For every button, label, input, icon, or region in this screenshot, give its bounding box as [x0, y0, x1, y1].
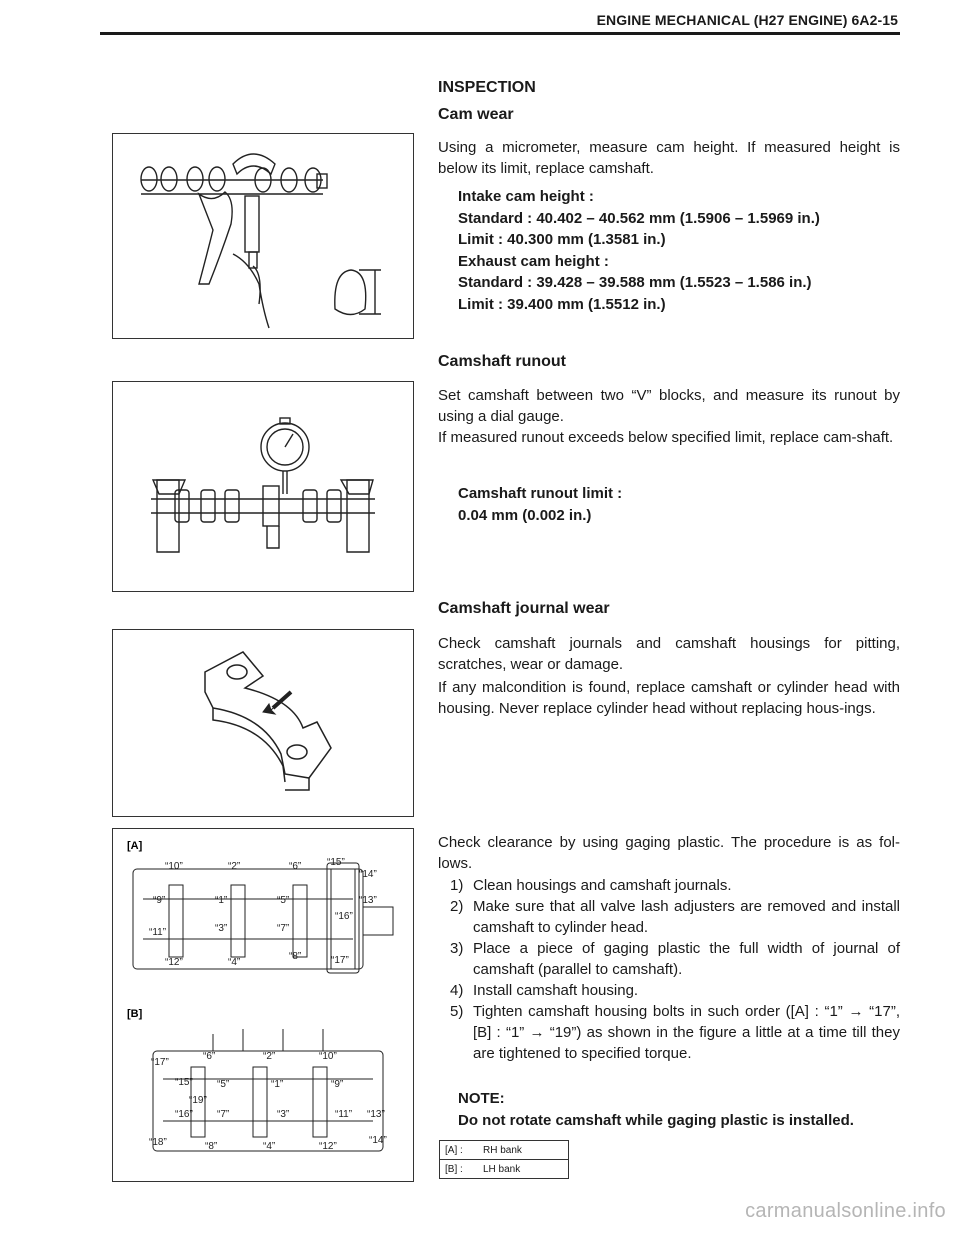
bolt-number-label: “13”	[359, 895, 377, 906]
step-item	[438, 875, 900, 896]
runout-spec-line: 0.04 mm (0.002 in.)	[458, 506, 592, 524]
bank-b-label: [B]	[127, 1008, 143, 1020]
inspection-heading: INSPECTION	[438, 79, 536, 96]
bolt-number-label: “5”	[277, 895, 290, 906]
runout-heading: Camshaft runout	[438, 353, 566, 370]
cam-wear-text: Using a micrometer, measure cam height. If measured height is below its limit, replace camshaft.	[438, 139, 900, 177]
bolt-number-label: “8”	[205, 1141, 218, 1152]
cam-wear-spec-line: Exhaust cam height :	[458, 252, 609, 270]
step-text: Install camshaft housing.	[473, 982, 639, 999]
bolt-number-label: “9”	[331, 1079, 344, 1090]
cam-wear-heading: Cam wear	[438, 106, 514, 123]
header-rule	[100, 32, 900, 35]
runout-text-2: If measured runout exceeds below specified limit, replace cam-shaft.	[438, 429, 894, 446]
bolt-number-label: “1”	[271, 1079, 284, 1090]
clearance-intro: Check clearance by using gaging plastic. The procedure is as fol-lows.	[438, 834, 900, 872]
legend-value: RH bank	[478, 1141, 569, 1160]
cam-wear-spec-line: Standard : 40.402 – 40.562 mm (1.5906 – 1.5969 in.)	[458, 209, 820, 227]
note-text: Do not rotate camshaft while gaging plastic is installed.	[458, 1112, 854, 1129]
legend-row	[440, 1141, 569, 1160]
bolt-number-label: “7”	[217, 1109, 230, 1120]
cam-wear-spec-line: Limit : 40.300 mm (1.3581 in.)	[458, 231, 666, 248]
note-title: NOTE:	[458, 1090, 505, 1107]
step-text: Place a piece of gaging plastic the full width of journal of camshaft (parallel to camshaft).	[473, 940, 900, 978]
bolt-number-label: “18”	[149, 1137, 167, 1148]
bolt-number-label: “5”	[217, 1079, 230, 1090]
cam-wear-spec-line: Intake cam height :	[458, 188, 594, 205]
step-text: Clean housings and camshaft journals.	[473, 877, 732, 894]
cam-wear-spec-line: Standard : 39.428 – 39.588 mm (1.5523 – 1.586 in.)	[458, 274, 812, 291]
step-number: 4)	[450, 982, 464, 999]
cam-wear-spec-line: Limit : 39.400 mm (1.5512 in.)	[458, 295, 666, 313]
journal-figure	[112, 629, 414, 817]
bolt-number-label: “16”	[335, 911, 353, 922]
bolt-number-label: “6”	[289, 861, 302, 872]
step-number: 5)	[450, 1003, 464, 1020]
bolt-number-label: “3”	[215, 923, 228, 934]
bolt-number-label: “4”	[228, 957, 241, 968]
bank-a-label: [A]	[127, 840, 143, 852]
step-text: Make sure that all valve lash adjusters are removed and install camshaft to cylinder head.	[473, 898, 900, 936]
bolt-number-label: “6”	[203, 1051, 216, 1062]
bolt-number-label: “14”	[369, 1135, 387, 1146]
bolt-number-label: “17”	[151, 1057, 169, 1068]
bolt-number-label: “8”	[289, 951, 302, 962]
step-item	[438, 1001, 900, 1064]
watermark: carmanualsonline.info	[745, 1200, 946, 1222]
clearance-steps	[438, 875, 900, 1064]
bolt-number-label: “15”	[175, 1077, 193, 1088]
bolt-number-label: “7”	[277, 923, 290, 934]
bolt-number-label: “9”	[153, 895, 166, 906]
bolt-number-label: “12”	[319, 1141, 337, 1152]
runout-spec-line: Camshaft runout limit :	[458, 485, 623, 502]
journal-text-2: If any malcondition is found, replace camshaft or cylinder head with housing. Never replace cylinder head without replacing hous-ings.	[438, 679, 900, 717]
bolt-number-label: “2”	[263, 1051, 276, 1062]
bolt-number-label: “11”	[335, 1109, 353, 1120]
bolt-number-label: “10”	[165, 861, 183, 872]
bolt-number-label: “2”	[228, 861, 241, 872]
bolt-number-label: “16”	[175, 1109, 193, 1120]
legend-row	[440, 1160, 569, 1179]
bolt-number-label: “14”	[359, 869, 377, 880]
cam-wear-specs	[458, 186, 898, 315]
runout-specs	[458, 483, 898, 526]
bolt-number-label: “12”	[165, 957, 183, 968]
bolt-number-label: “19”	[189, 1095, 207, 1106]
bolt-number-label: “10”	[319, 1051, 337, 1062]
bolt-number-label: “15”	[327, 857, 345, 868]
bolt-number-label: “3”	[277, 1109, 290, 1120]
bolt-order-figure	[112, 828, 414, 1182]
step-item	[438, 896, 900, 938]
step-number: 1)	[450, 877, 464, 894]
bolt-number-label: “11”	[149, 927, 167, 938]
bolt-number-label: “4”	[263, 1141, 276, 1152]
step-text: Tighten camshaft housing bolts in such order ([A] : “1” → “17”, [B] : “1” → “19”) as shown in the figure a little at a time till they are tightened to specified torque.	[473, 1003, 900, 1062]
runout-figure	[112, 381, 414, 592]
bolt-number-label: “1”	[215, 895, 228, 906]
step-number: 2)	[450, 898, 464, 915]
bank-legend	[439, 1140, 569, 1179]
runout-text-1: Set camshaft between two “V” blocks, and measure its runout by using a dial gauge.	[438, 387, 900, 425]
step-item	[438, 938, 900, 980]
page-header-title: ENGINE MECHANICAL (H27 ENGINE) 6A2-15	[596, 12, 898, 28]
journal-heading: Camshaft journal wear	[438, 600, 610, 617]
step-number: 3)	[450, 940, 464, 957]
bolt-number-label: “13”	[367, 1109, 385, 1120]
journal-text-1: Check camshaft journals and camshaft housings for pitting, scratches, wear or damage.	[438, 635, 900, 673]
legend-value: LH bank	[478, 1160, 569, 1179]
bolt-number-label: “17”	[331, 955, 349, 966]
step-item	[438, 980, 900, 1001]
legend-key: [A] :	[440, 1141, 479, 1160]
cam-wear-figure	[112, 133, 414, 339]
legend-key: [B] :	[440, 1160, 479, 1179]
